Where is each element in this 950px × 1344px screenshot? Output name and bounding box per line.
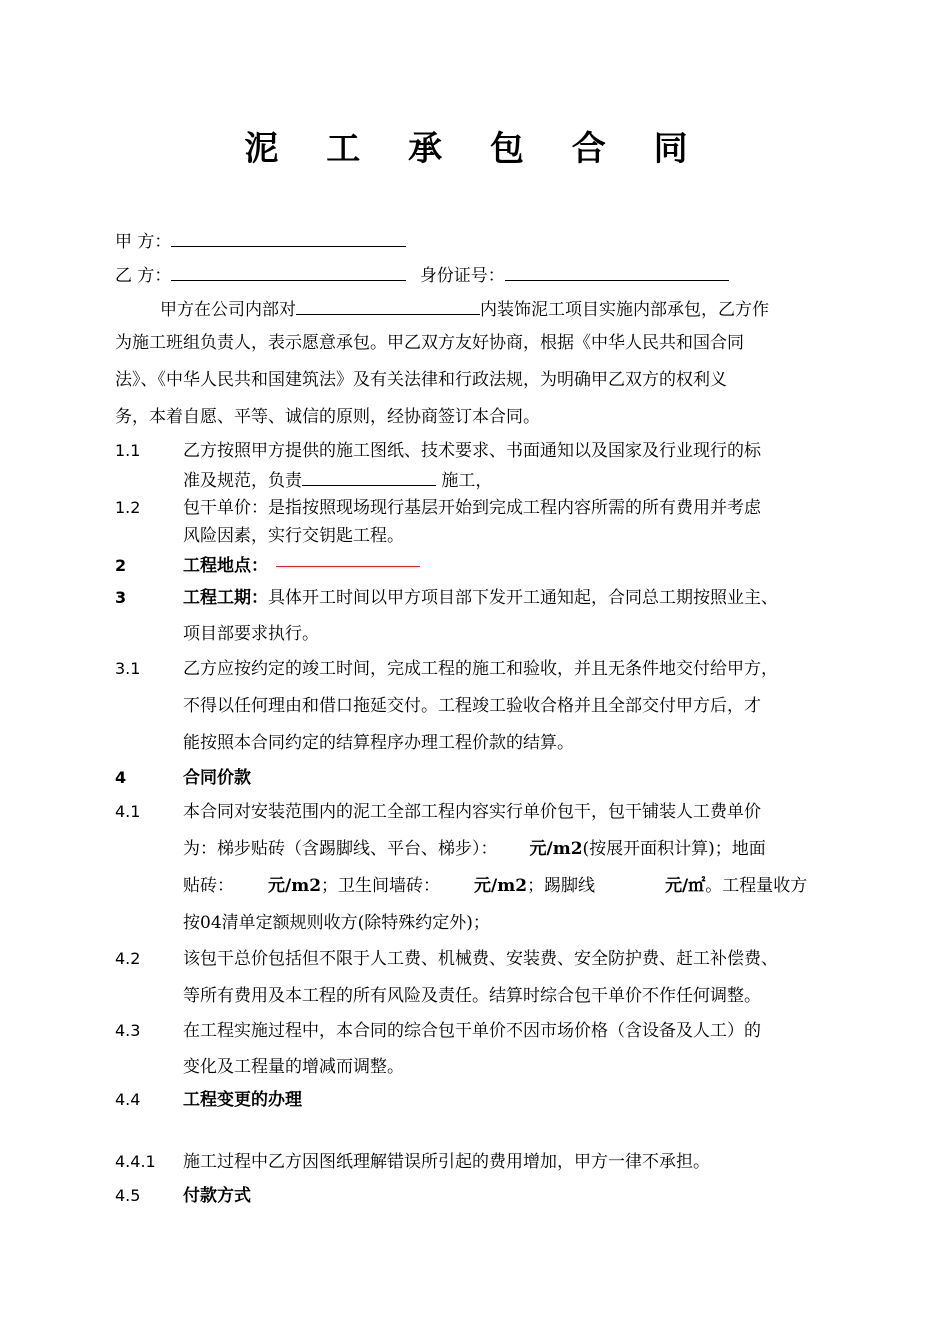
clause-4-1-line-3 (183, 875, 807, 897)
location-blank (276, 566, 420, 567)
clause-1-1-line-1: 乙方按照甲方提供的施工图纸、技术要求、书面通知以及国家及行业现行的标 (183, 441, 761, 461)
clause-number-4-4-1: 4.4.1 (115, 1152, 156, 1171)
party-b-blank (171, 262, 406, 281)
clause-number-2: 2 (115, 556, 127, 575)
clause-number-4-3: 4.3 (115, 1021, 141, 1040)
clause-3-1-line-3: 能按照本合同约定的结算程序办理工程价款的结算。 (183, 733, 574, 753)
party-a-label: 甲 方： (115, 232, 172, 252)
clause-1-2-line-2: 风险因素，实行交钥匙工程。 (183, 526, 404, 546)
clause-number-4-1: 4.1 (115, 802, 141, 821)
clause-number-1-2: 1.2 (115, 498, 141, 517)
location-heading: 工程地点： (183, 556, 268, 576)
clause-1-2-line-1: 包干单价：是指按照现场现行基层开始到完成工程内容所需的所有费用并考虑 (183, 498, 761, 518)
document-title: 泥 工 承 包 合 同 (244, 129, 706, 169)
intro-line-3: 法》、《中华人民共和国建筑法》及有关法律和行政法规，为明确甲乙双方的权利义 (115, 370, 727, 390)
quantity-text: 。工程量收方 (705, 876, 808, 896)
clause-4-4-1-text: 施工过程中乙方因图纸理解错误所引起的费用增加，甲方一律不承担。 (183, 1152, 710, 1172)
wall-tile-label: ；卫生间墙砖： (321, 876, 441, 896)
clause-4-3-line-1: 在工程实施过程中，本合同的综合包干单价不因市场价格（含设备及人工）的 (183, 1021, 761, 1041)
clause-1-1-text-a: 准及规范，负责 (183, 471, 302, 491)
clause-4-2-line-1: 该包干总价包括但不限于人工费、机械费、安装费、安全防护费、赶工补偿费、 (183, 949, 778, 969)
duration-heading: 工程工期： (183, 588, 268, 608)
clause-2-line (183, 555, 420, 577)
stair-tile-unit: 元/m2 (529, 839, 583, 859)
clause-number-4-2: 4.2 (115, 949, 141, 968)
clause-3-line-1 (183, 587, 778, 609)
clause-1-1-line-2 (183, 467, 492, 492)
clause-3-1-line-1: 乙方应按约定的竣工时间，完成工程的施工和验收，并且无条件地交付给甲方， (183, 659, 778, 679)
payment-heading: 付款方式 (183, 1186, 251, 1206)
stair-tile-label: 为：梯步贴砖（含踢脚线、平台、梯步）： (183, 839, 498, 859)
clause-3-line-2: 项目部要求执行。 (183, 624, 319, 644)
id-number-blank (505, 262, 729, 281)
intro-text-1a: 甲方在公司内部对 (160, 300, 296, 320)
intro-line-2: 为施工班组负责人，表示愿意承包。甲乙双方友好协商，根据《中华人民共和国合同 (115, 333, 744, 353)
intro-line-4: 务，本着自愿、平等、诚信的原则，经协商签订本合同。 (115, 407, 540, 427)
clause-number-1-1: 1.1 (115, 441, 141, 460)
change-heading: 工程变更的办理 (183, 1090, 302, 1110)
wall-tile-unit: 元/m2 (474, 876, 528, 896)
skirting-unit: 元/㎡ (665, 876, 706, 896)
clause-4-1-line-4: 按04清单定额规则收方(除特殊约定外)； (183, 913, 490, 933)
clause-number-3: 3 (115, 588, 127, 607)
clause-number-4: 4 (115, 768, 127, 787)
price-heading: 合同价款 (183, 768, 251, 788)
intro-line-1 (160, 296, 769, 321)
project-name-blank (296, 296, 480, 315)
clause-4-2-line-2: 等所有费用及本工程的所有风险及责任。结算时综合包干单价不作任何调整。 (183, 986, 761, 1006)
clause-4-1-line-2 (183, 838, 766, 860)
party-b-line (115, 262, 729, 287)
clause-number-4-5: 4.5 (115, 1186, 141, 1205)
intro-text-1b: 内装饰泥工项目实施内部承包，乙方作 (480, 300, 769, 320)
clause-4-3-line-2: 变化及工程量的增减而调整。 (183, 1057, 404, 1077)
clause-1-1-text-b: 施工， (436, 471, 493, 491)
clause-number-3-1: 3.1 (115, 659, 141, 678)
party-a-blank (171, 228, 406, 247)
stair-tile-note: (按展开面积计算)；地面 (582, 839, 766, 859)
floor-tile-unit: 元/m2 (268, 876, 322, 896)
party-b-label: 乙 方： (115, 266, 172, 286)
scope-blank (302, 467, 436, 486)
skirting-label: ；踢脚线 (527, 876, 596, 896)
clause-number-4-4: 4.4 (115, 1090, 141, 1109)
floor-tile-label: 贴砖： (183, 876, 234, 896)
clause-4-1-line-1: 本合同对安装范围内的泥工全部工程内容实行单价包干，包干铺装人工费单价 (183, 802, 761, 822)
clause-3-1-line-2: 不得以任何理由和借口拖延交付。工程竣工验收合格并且全部交付甲方后，才 (183, 696, 761, 716)
duration-text: 具体开工时间以甲方项目部下发开工通知起，合同总工期按照业主、 (268, 588, 778, 608)
party-a-line (115, 228, 406, 253)
id-number-label: 身份证号： (419, 266, 505, 286)
